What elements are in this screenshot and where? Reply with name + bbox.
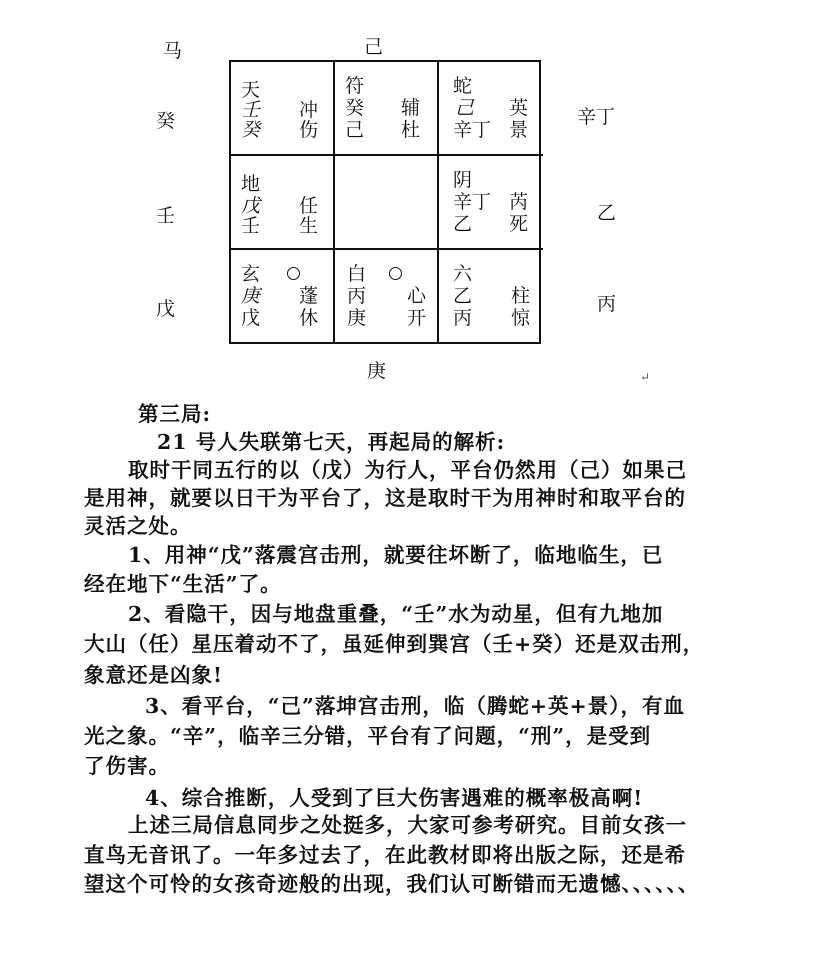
label-left-2: 壬 <box>156 205 176 227</box>
cell-middle-right <box>439 156 543 250</box>
cell-god: 蛇 <box>453 75 473 97</box>
text-line: 经在地下“生活”了。 <box>84 572 282 596</box>
text-line: 了伤害。 <box>84 754 170 778</box>
cell-door: 生 <box>299 215 319 237</box>
cell-heaven-stem: 壬 <box>241 99 261 121</box>
cell-star: 辅 <box>401 97 421 119</box>
cell-heaven-stem: 辛丁 <box>453 191 492 213</box>
empty-circle-icon <box>389 267 402 280</box>
label-left-3: 戊 <box>156 298 176 320</box>
cell-heaven-stem: 己 <box>455 97 475 119</box>
cell-heaven-stem: 丙 <box>347 285 367 307</box>
cell-star: 芮 <box>509 191 529 213</box>
cell-earth-stem: 己 <box>345 119 365 141</box>
cell-top-right <box>439 62 543 156</box>
label-right-1: 辛丁 <box>577 106 616 128</box>
cell-bottom-left <box>231 250 335 344</box>
text-line: 上述三局信息同步之处挺多，大家可参考研究。目前女孩一 <box>128 813 687 837</box>
cell-earth-stem: 乙 <box>453 213 473 235</box>
label-right-2: 乙 <box>597 202 617 224</box>
cell-god: 符 <box>345 75 365 97</box>
cell-earth-stem: 癸 <box>241 119 261 141</box>
cell-middle-left <box>231 156 335 250</box>
cell-top-middle <box>335 62 439 156</box>
qimen-chart-grid <box>229 60 541 344</box>
cell-star: 任 <box>299 195 319 217</box>
label-top: 己 <box>364 36 384 58</box>
cell-god: 六 <box>453 263 473 285</box>
cell-door: 景 <box>509 119 529 141</box>
label-bottom: 庚 <box>367 360 387 382</box>
cell-earth-stem: 戊 <box>241 307 261 329</box>
text-line: 2、看隐干，因与地盘重叠，“壬”水为动星，但有九地加 <box>128 602 664 626</box>
cell-god: 阴 <box>453 169 473 191</box>
cell-earth-stem: 丙 <box>453 307 473 329</box>
text-line: 1、用神“戊”落震宫击刑，就要往坏断了，临地临生，已 <box>128 543 664 567</box>
empty-circle-icon <box>287 267 300 280</box>
label-left-1: 癸 <box>156 110 176 132</box>
cell-door: 伤 <box>299 119 319 141</box>
cell-star: 英 <box>509 97 529 119</box>
text-line: 是用神，就要以日干为平台了，这是取时干为用神时和取平台的 <box>84 486 686 510</box>
text-line: 直鸟无音讯了。一年多过去了，在此教材即将出版之际，还是希 <box>84 843 686 867</box>
cell-star: 心 <box>407 285 427 307</box>
cell-door: 开 <box>407 307 427 329</box>
cell-bottom-middle <box>335 250 439 344</box>
text-line: 21 号人失联第七天，再起局的解析: <box>157 430 506 454</box>
text-line: 大山（任）星压着动不了，虽延伸到巽宫（壬+癸）还是双击刑， <box>84 632 705 656</box>
cell-door: 死 <box>509 213 529 235</box>
text-line: 象意还是凶象! <box>84 663 223 687</box>
cell-top-left <box>231 62 335 156</box>
label-ma: 马 <box>163 40 183 62</box>
label-right-3: 丙 <box>597 293 617 315</box>
text-line: 光之象。“辛”，临辛三分错，平台有了问题，“刑”，是受到 <box>84 724 652 748</box>
cell-center <box>335 156 439 250</box>
cell-god: 天 <box>241 79 261 101</box>
cell-god: 白 <box>347 263 367 285</box>
cell-star: 蓬 <box>299 285 319 307</box>
cell-star: 冲 <box>299 99 319 121</box>
cell-earth-stem: 辛丁 <box>453 119 492 141</box>
cell-earth-stem: 壬 <box>241 215 261 237</box>
text-line: 灵活之处。 <box>84 514 192 538</box>
text-line: 3、看平台，“己”落坤宫击刑，临（腾蛇+英+景），有血 <box>145 694 685 718</box>
cell-star: 柱 <box>511 285 531 307</box>
text-line: 望这个可怜的女孩奇迹般的出现，我们认可断错而无遗憾、、、、、、 <box>84 872 700 896</box>
text-line: 取时干同五行的以（戊）为行人，平台仍然用（己）如果己 <box>128 458 687 482</box>
cell-heaven-stem: 庚 <box>241 285 261 307</box>
cell-door: 惊 <box>511 307 531 329</box>
cell-bottom-right <box>439 250 543 344</box>
cell-door: 杜 <box>401 119 421 141</box>
cell-heaven-stem: 戊 <box>241 195 261 217</box>
cell-heaven-stem: 癸 <box>345 97 365 119</box>
cell-god: 玄 <box>241 263 261 285</box>
cell-heaven-stem: 乙 <box>453 285 473 307</box>
scan-mark: ↵ <box>640 370 651 384</box>
cell-earth-stem: 庚 <box>347 307 367 329</box>
section-heading: 第三局: <box>138 402 212 426</box>
cell-door: 休 <box>299 307 319 329</box>
cell-god: 地 <box>241 173 261 195</box>
text-line: 4、综合推断，人受到了巨大伤害遇难的概率极高啊! <box>145 786 644 810</box>
